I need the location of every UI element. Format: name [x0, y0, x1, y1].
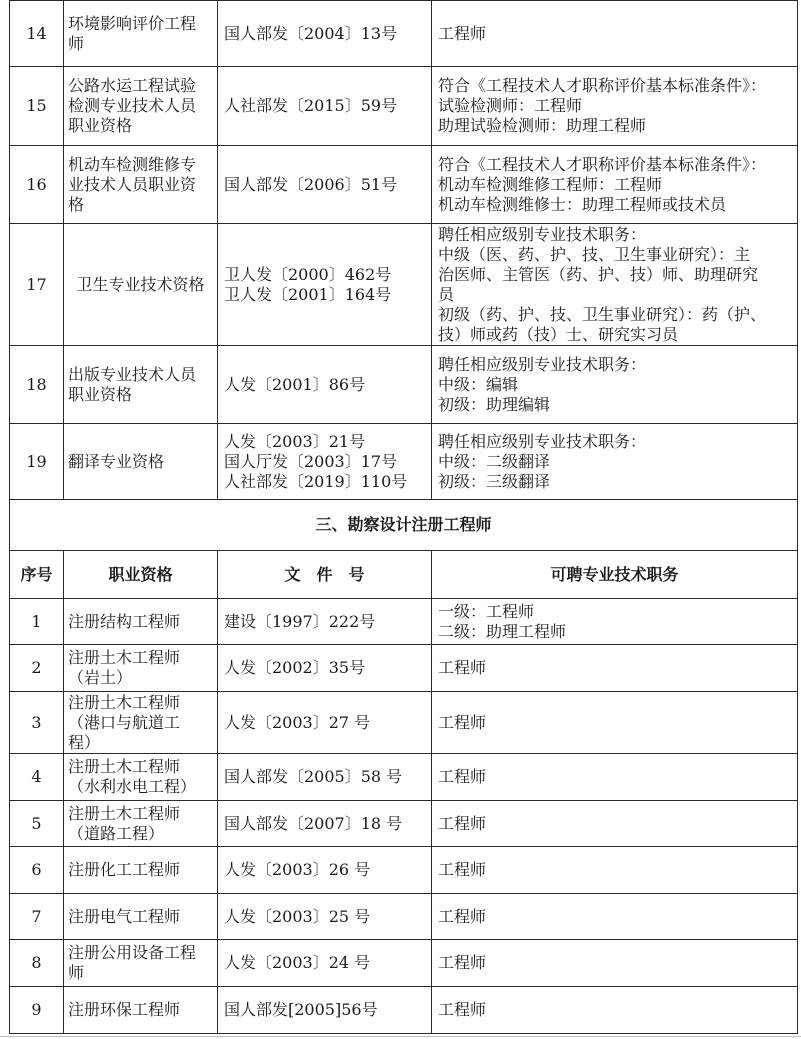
document-number — [218, 424, 432, 500]
name-line: 师 — [68, 963, 85, 982]
pos-line: 工程师 — [438, 813, 487, 833]
table-row — [10, 224, 798, 346]
document-number — [218, 894, 432, 940]
doc-line: 人社部发〔2015〕59号 — [224, 96, 398, 115]
header-position: 可聘专业技术职务 — [432, 551, 798, 599]
doc-line: 建设〔1997〕222号 — [224, 611, 376, 631]
applicable-position — [432, 346, 798, 424]
doc-line: 人发〔2003〕27 号 — [224, 712, 371, 732]
document-number — [218, 692, 432, 754]
applicable-position — [432, 987, 798, 1034]
doc-line: 国人部发[2005]56号 — [224, 1000, 378, 1019]
pos-line: 机动车检测维修工程师：工程师 — [438, 174, 663, 194]
document-number — [218, 645, 432, 692]
qualification-name — [64, 67, 218, 146]
applicable-position — [432, 894, 798, 940]
applicable-position — [432, 645, 798, 692]
pos-line: 工程师 — [438, 712, 487, 732]
row-serial-number: 19 — [10, 424, 64, 500]
name-line: 注册结构工程师 — [68, 611, 181, 631]
row-serial-number: 2 — [10, 645, 64, 692]
table-row — [10, 894, 798, 940]
pos-line: 工程师 — [438, 906, 487, 926]
table-row — [10, 645, 798, 692]
qualification-name — [64, 801, 218, 847]
pos-line: 二级：助理工程师 — [438, 621, 567, 641]
document-number — [218, 67, 432, 146]
pos-line: 中级（医、药、护、技、卫生事业研究）：主 — [438, 244, 751, 264]
doc-line: 卫人发〔2001〕164号 — [224, 284, 392, 304]
name-line: 卫生专业技术资格 — [76, 274, 205, 294]
table-row — [10, 146, 798, 224]
name-line: 出版专业技术人员 — [68, 364, 197, 384]
qualification-name — [64, 692, 218, 754]
pos-line: 工程师 — [438, 23, 487, 43]
pos-line: 工程师 — [438, 1000, 487, 1019]
section-3-body — [10, 599, 798, 1034]
name-line: 注册土木工程师 — [68, 757, 181, 776]
qualification-table — [9, 0, 798, 1034]
applicable-position — [432, 847, 798, 894]
name-line: 职业资格 — [68, 384, 133, 404]
table-row — [10, 67, 798, 146]
pos-line: 中级：二级翻译 — [438, 451, 551, 471]
document-number — [218, 987, 432, 1034]
applicable-position — [432, 599, 798, 645]
document-number — [218, 754, 432, 801]
document-number — [218, 940, 432, 987]
pos-line: 符合《工程技术人才职称评价基本标准条件》： — [438, 76, 767, 95]
qualification-name — [64, 987, 218, 1034]
pos-line: 机动车检测维修士：助理工程师或技术员 — [438, 194, 727, 214]
row-serial-number: 17 — [10, 224, 64, 346]
document-number — [218, 146, 432, 224]
document-page — [9, 0, 797, 1034]
name-line: 注册电气工程师 — [68, 906, 181, 926]
row-serial-number: 9 — [10, 987, 64, 1034]
pos-line: 助理试验检测师：助理工程师 — [438, 116, 647, 135]
name-line: 注册环保工程师 — [68, 1000, 181, 1019]
row-serial-number: 5 — [10, 801, 64, 847]
pos-line: 工程师 — [438, 658, 487, 677]
document-number — [218, 1, 432, 67]
doc-line: 人发〔2002〕35号 — [224, 658, 366, 677]
row-serial-number: 4 — [10, 754, 64, 801]
applicable-position — [432, 424, 798, 500]
applicable-position — [432, 224, 798, 346]
name-line: 翻译专业资格 — [68, 451, 165, 471]
qualification-name — [64, 599, 218, 645]
name-line: 业技术人员职业资 — [68, 174, 197, 194]
table-row — [10, 847, 798, 894]
name-line: 机动车检测维修专 — [68, 154, 197, 174]
applicable-position — [432, 692, 798, 754]
qualification-name — [64, 1, 218, 67]
row-serial-number: 1 — [10, 599, 64, 645]
document-number — [218, 801, 432, 847]
qualification-name — [64, 424, 218, 500]
pos-line: 中级：编辑 — [438, 374, 519, 394]
doc-line: 人发〔2003〕24 号 — [224, 953, 371, 972]
name-line: 程） — [68, 732, 101, 752]
applicable-position — [432, 146, 798, 224]
pos-line: 一级：工程师 — [438, 601, 535, 621]
pos-line: 工程师 — [438, 767, 487, 786]
section-title-row — [10, 500, 798, 551]
header-serial: 序号 — [10, 551, 64, 599]
pos-line: 聘任相应级别专业技术职务： — [438, 354, 647, 374]
pos-line: 员 — [438, 284, 455, 304]
name-line: 注册化工工程师 — [68, 860, 181, 879]
row-serial-number: 3 — [10, 692, 64, 754]
pos-line: 初级：助理编辑 — [438, 394, 551, 414]
pos-line: 初级（药、护、技、卫生事业研究）：药（护、 — [438, 304, 767, 324]
pos-line: 治医师、主管医（药、护、技）师、助理研究 — [438, 264, 759, 284]
doc-line: 人社部发〔2019〕110号 — [224, 471, 408, 491]
table-row — [10, 754, 798, 801]
pos-line: 工程师 — [438, 860, 487, 879]
qualification-name — [64, 940, 218, 987]
name-line: （道路工程） — [68, 823, 165, 843]
pos-line: 工程师 — [438, 953, 487, 972]
name-line: （岩土） — [68, 668, 133, 687]
document-number — [218, 599, 432, 645]
header-qualification: 职业资格 — [64, 551, 218, 599]
document-number — [218, 224, 432, 346]
name-line: 注册公用设备工程 — [68, 943, 197, 962]
name-line: （港口与航道工 — [68, 712, 181, 732]
name-line: 注册土木工程师 — [68, 692, 181, 712]
doc-line: 国人部发〔2006〕51号 — [224, 174, 398, 194]
qualification-name — [64, 224, 218, 346]
applicable-position — [432, 754, 798, 801]
row-serial-number: 6 — [10, 847, 64, 894]
table-row — [10, 599, 798, 645]
name-line: 职业资格 — [68, 116, 133, 135]
pos-line: 符合《工程技术人才职称评价基本标准条件》： — [438, 154, 767, 174]
pos-line: 技）师或药（技）士、研究实习员 — [438, 324, 679, 344]
qualification-name — [64, 146, 218, 224]
row-serial-number: 8 — [10, 940, 64, 987]
name-line: 环境影响评价工程 — [68, 13, 197, 33]
row-serial-number: 7 — [10, 894, 64, 940]
applicable-position — [432, 1, 798, 67]
doc-line: 人发〔2003〕26 号 — [224, 860, 371, 879]
name-line: 师 — [68, 33, 85, 53]
row-serial-number: 16 — [10, 146, 64, 224]
pos-line: 试验检测师：工程师 — [438, 96, 583, 115]
qualification-name — [64, 645, 218, 692]
section-1-body — [10, 1, 798, 500]
table-row — [10, 346, 798, 424]
doc-line: 人发〔2003〕21号 — [224, 431, 366, 451]
pos-line: 聘任相应级别专业技术职务： — [438, 431, 647, 451]
qualification-name — [64, 754, 218, 801]
applicable-position — [432, 67, 798, 146]
name-line: 检测专业技术人员 — [68, 96, 197, 115]
doc-line: 国人部发〔2007〕18 号 — [224, 813, 403, 833]
doc-line: 国人部发〔2004〕13号 — [224, 23, 398, 43]
pos-line: 初级：三级翻译 — [438, 471, 551, 491]
doc-line: 人发〔2003〕25 号 — [224, 906, 371, 926]
name-line: 注册土木工程师 — [68, 803, 181, 823]
table-row — [10, 1, 798, 67]
doc-line: 卫人发〔2000〕462号 — [224, 264, 392, 284]
header-document-number: 文 件 号 — [218, 551, 432, 599]
row-serial-number: 15 — [10, 67, 64, 146]
name-line: 公路水运工程试验 — [68, 76, 197, 95]
row-serial-number: 14 — [10, 1, 64, 67]
qualification-name — [64, 346, 218, 424]
applicable-position — [432, 801, 798, 847]
qualification-name — [64, 847, 218, 894]
document-number — [218, 847, 432, 894]
table-row — [10, 987, 798, 1034]
doc-line: 国人部发〔2005〕58 号 — [224, 767, 403, 786]
applicable-position — [432, 940, 798, 987]
name-line: 注册土木工程师 — [68, 648, 181, 667]
table-row — [10, 801, 798, 847]
table-row — [10, 940, 798, 987]
document-number — [218, 346, 432, 424]
section-title: 三、勘察设计注册工程师 — [10, 500, 798, 551]
name-line: （水利水电工程） — [68, 777, 197, 796]
table-row — [10, 692, 798, 754]
row-serial-number: 18 — [10, 346, 64, 424]
table-header-row — [10, 551, 798, 599]
page-bottom-rule — [0, 1036, 801, 1037]
section-3-title-body — [10, 500, 798, 599]
name-line: 格 — [68, 194, 85, 214]
table-row — [10, 424, 798, 500]
qualification-name — [64, 894, 218, 940]
doc-line: 人发〔2001〕86号 — [224, 374, 366, 394]
doc-line: 国人厅发〔2003〕17号 — [224, 451, 398, 471]
pos-line: 聘任相应级别专业技术职务： — [438, 224, 647, 244]
